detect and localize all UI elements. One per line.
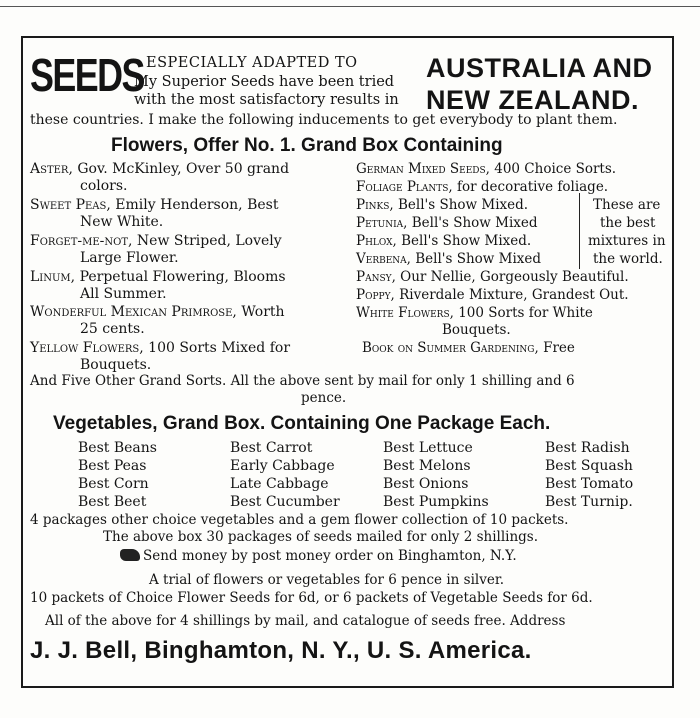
flower-item-cont: colors. (80, 178, 128, 194)
flower-item: Sweet Peas, Emily Henderson, Best (30, 197, 279, 213)
vegetable-item: Best Cucumber (230, 494, 340, 510)
flower-item: Verbena, Bell's Show Mixed (356, 251, 542, 267)
note-line: These are (593, 197, 661, 213)
flower-item-cont: All Summer. (80, 286, 167, 302)
vegetables-heading: Vegetables, Grand Box. Containing One Package Each. (53, 413, 551, 434)
vegetable-item: Best Beet (78, 494, 147, 510)
vegetable-item: Best Turnip. (545, 494, 633, 510)
intro-line-1: ESPECIALLY ADAPTED TO (146, 55, 358, 71)
flower-item: Linum, Perpetual Flowering, Blooms (30, 269, 286, 285)
intro-line-3: with the most satisfactory results in (134, 92, 399, 108)
vegetable-item: Best Pumpkins (383, 494, 489, 510)
vegetable-item: Best Melons (383, 458, 471, 474)
vegetable-item: Best Radish (545, 440, 630, 456)
all-above-line: All of the above for 4 shillings by mail, and catalogue of seeds free. Address (45, 613, 566, 629)
flower-item: Pinks, Bell's Show Mixed. (356, 197, 529, 213)
flower-item: Yellow Flowers, 100 Sorts Mixed for (30, 340, 291, 356)
send-money-line: Send money by post money order on Binghamton, N.Y. (120, 549, 517, 564)
flower-item: Petunia, Bell's Show Mixed (356, 215, 538, 231)
australia-heading: AUSTRALIA AND (426, 53, 653, 83)
pointing-hand-icon (120, 549, 140, 561)
pence-line: pence. (301, 390, 347, 406)
note-line: the best (600, 215, 656, 231)
flower-item: Wonderful Mexican Primrose, Worth (30, 304, 285, 320)
vegetable-item: Best Squash (545, 458, 633, 474)
intro-line-2: My Superior Seeds have been tried (134, 74, 395, 90)
flower-item: White Flowers, 100 Sorts for White (356, 305, 593, 321)
vegetable-item: Best Carrot (230, 440, 313, 456)
trial-line: A trial of flowers or vegetables for 6 pence in silver. (149, 572, 505, 588)
note-divider (579, 193, 580, 269)
flower-item-cont: Bouquets. (442, 322, 511, 338)
address-footer: J. J. Bell, Binghamton, N. Y., U. S. America. (30, 637, 532, 664)
flower-item: Aster, Gov. McKinley, Over 50 grand (30, 161, 290, 177)
five-other-line: And Five Other Grand Sorts. All the above sent by mail for only 1 shilling and 6 (30, 373, 575, 389)
flower-item-cont: Bouquets. (80, 357, 152, 373)
flower-item-cont: 25 cents. (80, 321, 145, 337)
packets-line: 10 packets of Choice Flower Seeds for 6d, or 6 packets of Vegetable Seeds for 6d. (30, 590, 593, 606)
flowers-heading: Flowers, Offer No. 1. Grand Box Containing (111, 135, 503, 156)
vegetable-item: Late Cabbage (230, 476, 329, 492)
flower-item: German Mixed Seeds, 400 Choice Sorts. (356, 161, 617, 177)
countries-continuation: these countries. I make the following inducements to get everybody to plant them. (30, 112, 618, 128)
vegetable-item: Best Onions (383, 476, 469, 492)
note-line: mixtures in (588, 233, 666, 249)
flower-item: Phlox, Bell's Show Mixed. (356, 233, 532, 249)
flower-item: Poppy, Riverdale Mixture, Grandest Out. (356, 287, 629, 303)
flower-item-cont: New White. (80, 214, 164, 230)
vegetable-item: Best Corn (78, 476, 149, 492)
flower-item-cont: Large Flower. (80, 250, 179, 266)
flower-item: Book on Summer Gardening, Free (362, 340, 575, 356)
top-rule (0, 6, 700, 7)
flower-item: Pansy, Our Nellie, Gorgeously Beautiful. (356, 269, 629, 285)
vegetable-item: Best Lettuce (383, 440, 473, 456)
seeds-title: SEEDS (30, 49, 144, 101)
flower-item: Foliage Plants, for decorative foliage. (356, 179, 609, 195)
new-zealand-heading: NEW ZEALAND. (426, 85, 639, 115)
four-packages-line: 4 packages other choice vegetables and a gem flower collection of 10 packets. (30, 512, 569, 528)
flower-item: Forget-me-not, New Striped, Lovely (30, 233, 282, 249)
note-line: the world. (593, 251, 663, 267)
vegetable-item: Best Peas (78, 458, 147, 474)
above-box-line: The above box 30 packages of seeds mailed for only 2 shillings. (103, 529, 539, 545)
vegetable-item: Best Tomato (545, 476, 634, 492)
vegetable-item: Early Cabbage (230, 458, 335, 474)
vegetable-item: Best Beans (78, 440, 157, 456)
